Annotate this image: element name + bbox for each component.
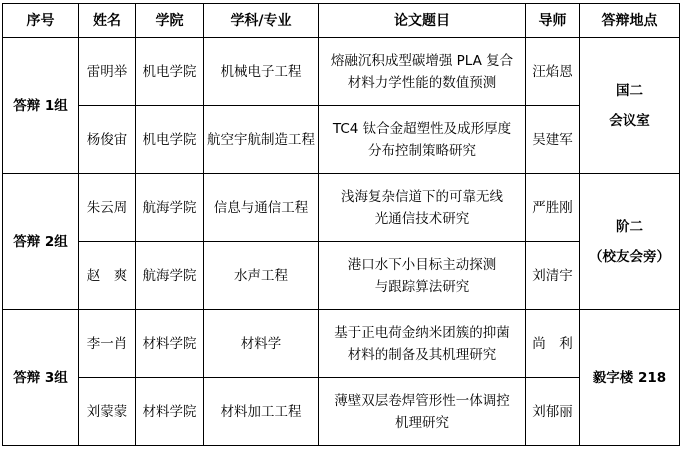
thesis-title-line: 基于正电荷金纳米团簇的抑菌 [334,324,510,341]
advisor-cell: 吴建军 [526,106,580,174]
major-cell: 材料学 [204,310,319,378]
header-name: 姓名 [79,4,136,38]
header-index: 序号 [3,4,79,38]
venue-cell [580,174,680,310]
advisor-cell: 刘郁丽 [526,378,580,446]
student-name: 朱云周 [79,174,136,242]
thesis-title-line: 熔融沉积成型碳增强 PLA 复合 [330,52,514,69]
major-cell: 材料加工工程 [204,378,319,446]
header-major: 学科/专业 [204,4,319,38]
thesis-title-line: 机理研究 [395,414,449,431]
table-row [3,378,680,446]
advisor-cell: 严胜刚 [526,174,580,242]
venue-line: （校友会旁） [589,248,670,265]
header-advisor: 导师 [526,4,580,38]
venue-cell [580,38,680,174]
thesis-title-cell [319,242,526,310]
thesis-title-line: 港口水下小目标主动探测 [347,256,497,273]
venue-line: 阶二 [616,218,643,235]
college-cell: 航海学院 [136,174,204,242]
college-cell: 材料学院 [136,310,204,378]
group-label: 答辩 2组 [3,174,79,310]
group-label: 答辩 3组 [3,310,79,446]
thesis-title-line: 分布控制策略研究 [368,142,476,159]
student-name: 赵 爽 [79,242,136,310]
thesis-title-cell [319,106,526,174]
student-name: 李一肖 [79,310,136,378]
venue-cell [580,310,680,446]
venue-line: 毅字楼 218 [592,369,667,386]
advisor-cell: 尚 利 [526,310,580,378]
major-cell: 水声工程 [204,242,319,310]
student-name: 刘蒙蒙 [79,378,136,446]
defense-schedule-table [2,3,680,446]
table-row [3,174,680,242]
college-cell: 机电学院 [136,106,204,174]
thesis-title-cell [319,378,526,446]
major-cell: 航空宇航制造工程 [204,106,319,174]
header-thesis-title: 论文题目 [319,4,526,38]
header-college: 学院 [136,4,204,38]
table-row [3,38,680,106]
venue-line: 国二 [616,82,643,99]
college-cell: 机电学院 [136,38,204,106]
advisor-cell: 汪焰恩 [526,38,580,106]
thesis-title-line: TC4 钛合金超塑性及成形厚度 [332,120,512,137]
venue-line: 会议室 [609,112,650,129]
advisor-cell: 刘清宇 [526,242,580,310]
thesis-title-line: 材料力学性能的数值预测 [347,74,497,91]
header-row [3,4,680,38]
student-name: 雷明举 [79,38,136,106]
thesis-title-line: 浅海复杂信道下的可靠无线 [341,188,503,205]
major-cell: 机械电子工程 [204,38,319,106]
thesis-title-cell [319,310,526,378]
table-row [3,310,680,378]
header-venue: 答辩地点 [580,4,680,38]
table-row [3,242,680,310]
thesis-title-cell [319,174,526,242]
thesis-title-cell [319,38,526,106]
college-cell: 材料学院 [136,378,204,446]
table-row [3,106,680,174]
college-cell: 航海学院 [136,242,204,310]
thesis-title-line: 光通信技术研究 [374,210,470,227]
thesis-title-line: 与跟踪算法研究 [374,278,470,295]
thesis-title-line: 薄壁双层卷焊管形性一体调控 [334,392,510,409]
major-cell: 信息与通信工程 [204,174,319,242]
group-label: 答辩 1组 [3,38,79,174]
student-name: 杨俊宙 [79,106,136,174]
thesis-title-line: 材料的制备及其机理研究 [347,346,497,363]
